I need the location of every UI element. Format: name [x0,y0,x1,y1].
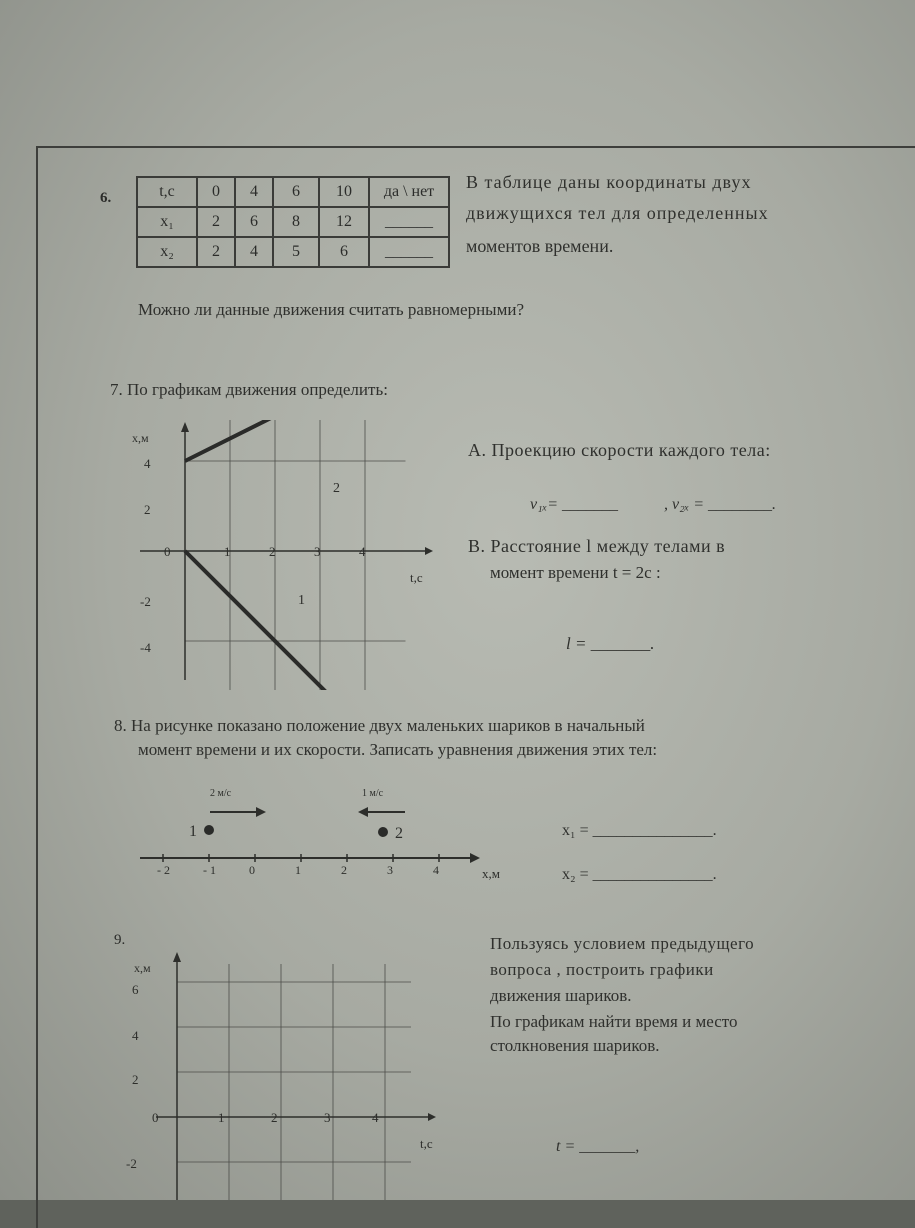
y-tick-label: -2 [126,1156,137,1171]
q9-t-answer[interactable]: t = _______, [556,1138,640,1155]
table-cell: 10 [319,177,369,207]
table-cell: x₁ [137,207,197,237]
y-tick-label: 2 [132,1072,139,1087]
graph-grid [177,964,411,1200]
y-tick-label: 2 [144,502,151,517]
table-row [137,177,449,207]
q7-item-b-line: В. Расстояние l между телами в [468,536,726,556]
table-cell: да \ нет [369,177,449,207]
x-tick-label: 4 [359,544,366,559]
axis-tick-label: 3 [387,863,393,877]
x-tick-label: 2 [269,544,276,559]
table-cell: 5 [273,237,319,267]
answer-cell[interactable]: ______ [369,207,449,237]
q8-text-line: 8. На рисунке показано положение двух маленьких шариков в начальный [114,716,645,735]
velocity-2-label: 1 м/с [362,788,384,799]
x-axis-label: t,c [410,570,423,585]
ball-1-label: 1 [189,823,197,840]
q9-desc-line: движения шариков. [490,986,632,1005]
answer-cell[interactable]: ______ [369,237,449,267]
ball-2-label: 2 [395,825,403,842]
q6-number: 6. [100,190,112,206]
ball-2 [378,827,388,837]
x-tick-label: 3 [314,544,321,559]
axis-label: x,м [482,866,500,881]
x-axis-arrow-icon [470,853,480,863]
axis-tick-label: 4 [433,863,439,877]
q7-motion-graph [120,420,450,690]
y-axis-label: x,м [132,431,149,445]
line-1-label: 1 [298,593,305,608]
y-tick-label: 4 [144,456,151,471]
y-tick-label: 4 [132,1028,139,1043]
table-cell: 12 [319,207,369,237]
axis-tick-label: 0 [249,863,255,877]
table-cell: 8 [273,207,319,237]
axis-tick-label: 2 [341,863,347,877]
y-axis-arrow-icon [181,422,189,432]
q7-v1-answer[interactable]: v₁ₓ= _______ [530,496,619,513]
q9-desc-line: вопроса , построить графики [490,960,714,979]
y-tick-label: 0 [152,1110,159,1125]
x-axis-label: t,c [420,1136,433,1151]
q6-question: Можно ли данные движения считать равномерными? [138,300,525,319]
table-cell: 2 [197,237,235,267]
table-cell: 4 [235,237,273,267]
q7-title: 7. По графикам движения определить: [110,380,388,399]
q6-desc-line: движущихся тел для определенных [466,203,769,223]
q9-desc-line: Пользуясь условием предыдущего [490,934,755,953]
x-tick-label: 1 [224,544,231,559]
line-2-label: 2 [333,481,340,496]
ball-1 [204,825,214,835]
table-row [137,237,449,267]
q8-x1-answer[interactable]: x₁ = _______________. [562,822,717,839]
y-tick-label: -4 [140,640,151,655]
q6-desc-line: В таблице даны координаты двух [466,172,752,192]
table-cell: 6 [235,207,273,237]
x-tick-label: 1 [218,1110,225,1125]
q7-item-a: А. Проекцию скорости каждого тела: [468,440,771,460]
q7-item-b-line: момент времени t = 2c : [490,563,661,582]
table-cell: t,c [137,177,197,207]
q8-x2-answer[interactable]: x₂ = _______________. [562,866,717,883]
axis-tick-label: - 2 [157,863,170,877]
graph-grid [185,420,406,690]
x-tick-label: 3 [324,1110,331,1125]
y-axis-arrow-icon [173,952,181,962]
table-cell: 2 [197,207,235,237]
velocity-arrow-right-icon [210,807,266,817]
q9-number: 9. [114,932,126,948]
y-tick-label: 0 [164,544,171,559]
q7-v2-answer[interactable]: , v₂ₓ = ________. [664,496,777,513]
q8-text-line: момент времени и их скорости. Записать уравнения движения этих тел: [138,740,658,759]
table-cell: 0 [197,177,235,207]
velocity-arrow-left-icon [358,807,405,817]
y-tick-label: -2 [140,594,151,609]
axis-tick-label: 1 [295,863,301,877]
q9-desc-line: По графикам найти время и место [490,1012,738,1031]
q9-empty-graph [120,950,450,1200]
q7-l-answer[interactable]: l = _______. [566,634,655,653]
x-tick-label: 2 [271,1110,278,1125]
axis-tick-label: - 1 [203,863,216,877]
q6-desc-line: моментов времени. [466,236,614,256]
table-cell: x₂ [137,237,197,267]
table-cell: 6 [319,237,369,267]
y-tick-label: 6 [132,982,139,997]
x-axis-arrow-icon [425,547,433,555]
x-axis-arrow-icon [428,1113,436,1121]
q6-table [136,176,450,268]
q9-desc-line: столкновения шариков. [490,1036,660,1055]
table-cell: 6 [273,177,319,207]
table-row [137,207,449,237]
q8-balls-diagram [130,780,530,890]
y-axis-label: x,м [134,961,151,975]
velocity-1-label: 2 м/с [210,788,232,799]
table-cell: 4 [235,177,273,207]
x-tick-label: 4 [372,1110,379,1125]
